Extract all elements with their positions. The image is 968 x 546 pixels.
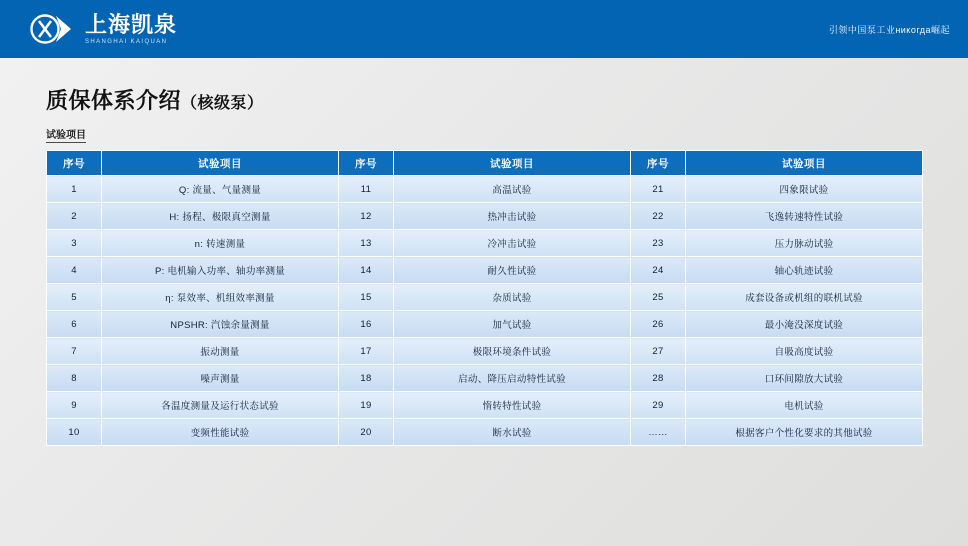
cell-item: 冷冲击试验 bbox=[394, 230, 631, 257]
cell-no: 24 bbox=[631, 257, 686, 284]
cell-no: 25 bbox=[631, 284, 686, 311]
page-title bbox=[46, 84, 264, 115]
cell-no: 4 bbox=[47, 257, 102, 284]
cell-item: 杂质试验 bbox=[394, 284, 631, 311]
logo-text-cn: 上海凯泉 bbox=[85, 11, 178, 37]
table-row bbox=[47, 203, 923, 230]
cell-no: 14 bbox=[339, 257, 394, 284]
cell-item: 极限环境条件试验 bbox=[394, 338, 631, 365]
slide-body bbox=[0, 58, 968, 546]
table-row bbox=[47, 419, 923, 446]
column-header-item-1: 试验项目 bbox=[102, 151, 339, 176]
cell-item: 启动、降压启动特性试验 bbox=[394, 365, 631, 392]
cell-no: 8 bbox=[47, 365, 102, 392]
cell-item: 最小淹没深度试验 bbox=[686, 311, 923, 338]
cell-item: 变频性能试验 bbox=[102, 419, 339, 446]
cell-no: 16 bbox=[339, 311, 394, 338]
cell-no: 13 bbox=[339, 230, 394, 257]
cell-item: 根据客户个性化要求的其他试验 bbox=[686, 419, 923, 446]
cell-no: 20 bbox=[339, 419, 394, 446]
cell-item: 自吸高度试验 bbox=[686, 338, 923, 365]
test-items-table-wrapper bbox=[46, 150, 922, 446]
page-title-sub: （核级泵） bbox=[181, 95, 264, 112]
cell-item: 高温试验 bbox=[394, 176, 631, 203]
test-items-table bbox=[46, 150, 923, 446]
kaiquan-logo-icon bbox=[30, 9, 76, 49]
table-row bbox=[47, 230, 923, 257]
cell-item: 振动测量 bbox=[102, 338, 339, 365]
cell-no: 26 bbox=[631, 311, 686, 338]
table-row bbox=[47, 284, 923, 311]
table-row bbox=[47, 365, 923, 392]
table-row bbox=[47, 311, 923, 338]
cell-item: H: 扬程、极限真空测量 bbox=[102, 203, 339, 230]
cell-no: 18 bbox=[339, 365, 394, 392]
cell-no: 19 bbox=[339, 392, 394, 419]
table-header-row bbox=[47, 151, 923, 176]
page-header bbox=[0, 0, 968, 58]
cell-item: NPSHR: 汽蚀余量测量 bbox=[102, 311, 339, 338]
cell-item: 口环间隙放大试验 bbox=[686, 365, 923, 392]
cell-no: 2 bbox=[47, 203, 102, 230]
column-header-no-2: 序号 bbox=[339, 151, 394, 176]
cell-no: 28 bbox=[631, 365, 686, 392]
cell-no: 22 bbox=[631, 203, 686, 230]
cell-no: 12 bbox=[339, 203, 394, 230]
cell-no: 17 bbox=[339, 338, 394, 365]
cell-no: 23 bbox=[631, 230, 686, 257]
cell-no: 11 bbox=[339, 176, 394, 203]
cell-item: Q: 流量、气量测量 bbox=[102, 176, 339, 203]
cell-item: 四象限试验 bbox=[686, 176, 923, 203]
cell-no: 1 bbox=[47, 176, 102, 203]
table-body bbox=[47, 176, 923, 446]
column-header-no-3: 序号 bbox=[631, 151, 686, 176]
column-header-no-1: 序号 bbox=[47, 151, 102, 176]
cell-no: 9 bbox=[47, 392, 102, 419]
cell-item: 各温度测量及运行状态试验 bbox=[102, 392, 339, 419]
table-row bbox=[47, 392, 923, 419]
cell-item: 电机试验 bbox=[686, 392, 923, 419]
cell-item: 惰转特性试验 bbox=[394, 392, 631, 419]
cell-item: 成套设备或机组的联机试验 bbox=[686, 284, 923, 311]
cell-no: 21 bbox=[631, 176, 686, 203]
cell-item: 加气试验 bbox=[394, 311, 631, 338]
cell-no: 7 bbox=[47, 338, 102, 365]
cell-item: η: 泵效率、机组效率测量 bbox=[102, 284, 339, 311]
cell-item: 轴心轨迹试验 bbox=[686, 257, 923, 284]
cell-item: 断水试验 bbox=[394, 419, 631, 446]
cell-item: 耐久性试验 bbox=[394, 257, 631, 284]
section-label: 试验项目 bbox=[46, 130, 86, 141]
cell-no: 3 bbox=[47, 230, 102, 257]
cell-item: 飞逸转速特性试验 bbox=[686, 203, 923, 230]
cell-no: …… bbox=[631, 419, 686, 446]
cell-no: 27 bbox=[631, 338, 686, 365]
header-slogan: 引领中国泵工业никогда崛起 bbox=[828, 24, 950, 35]
cell-no: 10 bbox=[47, 419, 102, 446]
logo-text-en: SHANGHAI KAIQUAN bbox=[85, 38, 168, 45]
cell-item: 噪声测量 bbox=[102, 365, 339, 392]
cell-item: 压力脉动试验 bbox=[686, 230, 923, 257]
column-header-item-2: 试验项目 bbox=[394, 151, 631, 176]
table-row bbox=[47, 176, 923, 203]
column-header-item-3: 试验项目 bbox=[686, 151, 923, 176]
cell-no: 5 bbox=[47, 284, 102, 311]
cell-no: 6 bbox=[47, 311, 102, 338]
cell-item: n: 转速测量 bbox=[102, 230, 339, 257]
cell-item: P: 电机输入功率、轴功率测量 bbox=[102, 257, 339, 284]
table-row bbox=[47, 338, 923, 365]
page-title-main: 质保体系介绍 bbox=[46, 88, 182, 113]
cell-item: 热冲击试验 bbox=[394, 203, 631, 230]
cell-no: 15 bbox=[339, 284, 394, 311]
brand-logo bbox=[30, 9, 177, 49]
table-row bbox=[47, 257, 923, 284]
cell-no: 29 bbox=[631, 392, 686, 419]
